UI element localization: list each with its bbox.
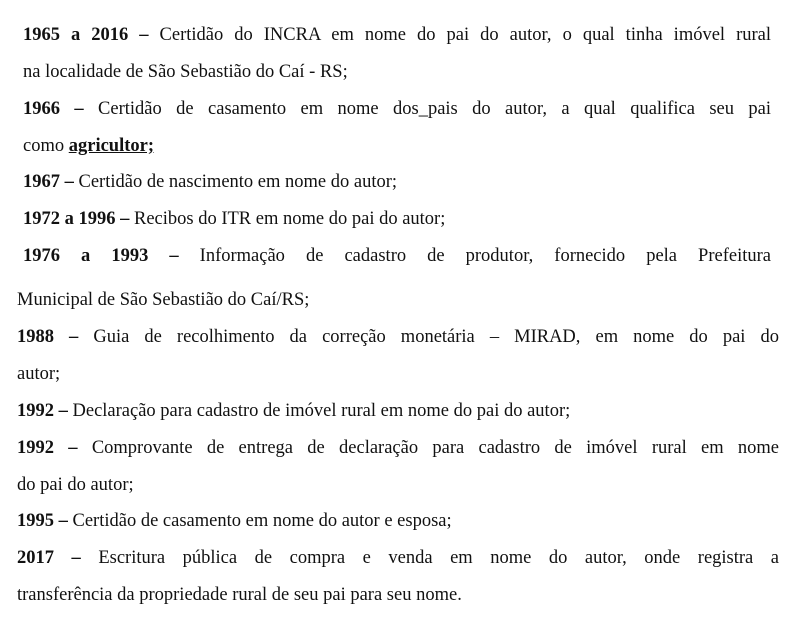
- entry-1995-line-1: [17, 503, 452, 539]
- entry-1972-line-1: [23, 201, 445, 237]
- entry-1992b-line-2: [17, 467, 134, 503]
- entry-1976-line-2: [17, 282, 309, 318]
- entry-text: Guia de recolhimento da correção monetária – MIRAD, em nome do pai do: [78, 327, 780, 347]
- entry-text: Escritura pública de compra e venda em nome do autor, onde registra a: [80, 548, 780, 568]
- entry-text: do pai do autor;: [17, 475, 134, 495]
- entry-1988-line-1: [17, 319, 779, 355]
- entry-year: 1965 a 2016 –: [23, 25, 149, 45]
- entry-1965-line-2: [23, 54, 348, 90]
- entry-text: Municipal de São Sebastião do Caí/RS;: [17, 290, 310, 310]
- entry-year: 1992 –: [17, 401, 68, 421]
- entry-text: autor;: [17, 364, 61, 384]
- entry-text: Comprovante de entrega de declaração para cadastro de imóvel rural em nome: [77, 438, 780, 458]
- entry-text: Recibos do ITR em nome do pai do autor;: [129, 209, 446, 229]
- entry-text: Certidão do INCRA em nome do pai do autor, o qual tinha imóvel rural: [148, 25, 771, 45]
- entry-1992b-line-1: [17, 430, 779, 466]
- entry-year: 1995 –: [17, 511, 68, 531]
- entry-2017-line-1: [17, 540, 779, 576]
- entry-year: 1972 a 1996 –: [23, 209, 130, 229]
- entry-year: 1967 –: [23, 172, 74, 192]
- entry-text: Certidão de casamento em nome dos_pais do autor, a qual qualifica seu pai: [83, 99, 772, 119]
- entry-1992a-line-1: [17, 393, 570, 429]
- entry-text: Certidão de nascimento em nome do autor;: [73, 172, 398, 192]
- entry-text: Informação de cadastro de produtor, fornecido pela Prefeitura: [178, 246, 771, 266]
- entry-text: Certidão de casamento em nome do autor e esposa;: [67, 511, 452, 531]
- entry-1976-line-1: [23, 238, 771, 274]
- entry-year: 1992 –: [17, 438, 78, 458]
- entry-year: 1988 –: [17, 327, 79, 347]
- entry-2017-line-2: [17, 577, 462, 613]
- entry-year: 1976 a 1993 –: [23, 246, 179, 266]
- entry-year: 2017 –: [17, 548, 81, 568]
- entry-text: na localidade de São Sebastião do Caí - RS;: [23, 62, 348, 82]
- entry-1966-line-1: [23, 91, 771, 127]
- emphasis-agricultor: agricultor;: [68, 136, 155, 156]
- entry-1988-line-2: [17, 356, 60, 392]
- entry-1967-line-1: [23, 164, 397, 200]
- entry-1965-line-1: [23, 17, 771, 53]
- entry-text: Declaração para cadastro de imóvel rural em nome do pai do autor;: [67, 401, 571, 421]
- entry-text: transferência da propriedade rural de seu pai para seu nome.: [17, 585, 462, 605]
- entry-year: 1966 –: [23, 99, 84, 119]
- entry-text: como: [23, 136, 69, 156]
- entry-1966-line-2: [23, 128, 154, 164]
